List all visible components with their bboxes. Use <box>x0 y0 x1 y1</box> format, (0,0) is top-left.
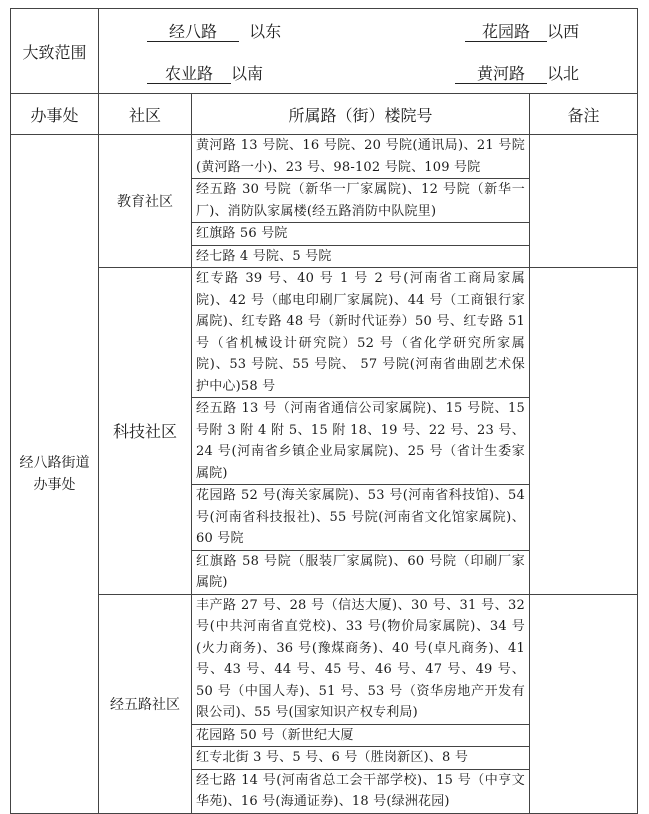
south-road: 农业路 <box>147 65 231 84</box>
west-boundary <box>465 19 579 42</box>
header-office: 办事处 <box>11 94 99 135</box>
east-suffix: 以东 <box>249 22 282 41</box>
scope-boundaries <box>99 9 638 94</box>
column-header-row <box>11 94 638 135</box>
south-boundary <box>147 61 263 84</box>
note-cell <box>530 594 638 813</box>
header-community: 社区 <box>99 94 192 135</box>
north-road: 黄河路 <box>455 65 547 84</box>
west-road: 花园路 <box>465 23 547 42</box>
note-cell <box>530 135 638 268</box>
office-name: 经八路街道办事处 <box>11 135 99 814</box>
jurisdiction-table <box>10 8 638 814</box>
address-cell: 经五路 13 号（河南省通信公司家属院)、15 号院、15 号附 3 附 4 附 5、15 附 18、19 号、22 号、23 号、24 号(河南省乡镇企业局家属院)、25 号（省计生委家属院) <box>192 398 530 485</box>
note-cell <box>530 268 638 595</box>
header-note: 备注 <box>530 94 638 135</box>
address-cell: 红专路 39 号、40 号 1 号 2 号(河南省工商局家属院)、42 号（邮电印刷厂家属院)、44 号（工商银行家属院)、红专路 48 号（新时代证券）50 号、红专路 51 号（省机械设计研究院）52 号（省化学研究所家属院)、53 号院、55 号院、 57 号院(河南省曲剧艺术保护中心)58 号 <box>192 268 530 398</box>
address-cell: 红专北街 3 号、5 号、6 号（胜岗新区)、8 号 <box>192 747 530 770</box>
south-suffix: 以南 <box>231 64 264 83</box>
north-suffix: 以北 <box>547 64 580 83</box>
address-cell: 红旗路 58 号院（服装厂家属院)、60 号院（印刷厂家属院) <box>192 550 530 594</box>
address-cell: 红旗路 56 号院 <box>192 223 530 246</box>
north-boundary <box>455 61 579 84</box>
east-road: 经八路 <box>147 23 239 42</box>
header-address: 所属路（街）楼院号 <box>192 94 530 135</box>
scope-row <box>11 9 638 94</box>
community-name: 科技社区 <box>99 268 192 595</box>
address-cell: 花园路 52 号(海关家属院)、53 号(河南省科技馆)、54 号(河南省科技报社)、55 号院(河南省文化馆家属院)、60 号院 <box>192 485 530 551</box>
address-cell: 黄河路 13 号院、16 号院、20 号院(通讯局)、21 号院(黄河路一小)、23 号、98-102 号院、109 号院 <box>192 135 530 179</box>
community-name: 教育社区 <box>99 135 192 268</box>
scope-label: 大致范围 <box>11 9 99 94</box>
address-cell: 经五路 30 号院（新华一厂家属院)、12 号院（新华一厂)、消防队家属楼(经五路消防中队院里) <box>192 179 530 223</box>
address-cell: 花园路 50 号（新世纪大厦 <box>192 724 530 747</box>
address-cell: 丰产路 27 号、28 号（信达大厦)、30 号、31 号、32 号(中共河南省直党校)、33 号(物价局家属院)、34 号(火力商务)、36 号(豫煤商务)、40 号(卓凡商务)、41 号、43 号、44 号、45 号、46 号、47 号、49 号、50 号（中国人寿)、51 号、53 号（资华房地产开发有限公司)、55 号(国家知识产权专利局) <box>192 594 530 724</box>
community-name: 经五路社区 <box>99 594 192 813</box>
address-cell: 经七路 14 号(河南省总工会干部学校)、15 号（中亨文华苑)、16 号(海通证券)、18 号(绿洲花园) <box>192 769 530 813</box>
table-row <box>11 268 638 398</box>
table-row <box>11 594 638 724</box>
east-boundary <box>147 19 281 42</box>
west-suffix: 以西 <box>547 22 580 41</box>
address-cell: 经七路 4 号院、5 号院 <box>192 245 530 268</box>
table-row <box>11 135 638 179</box>
